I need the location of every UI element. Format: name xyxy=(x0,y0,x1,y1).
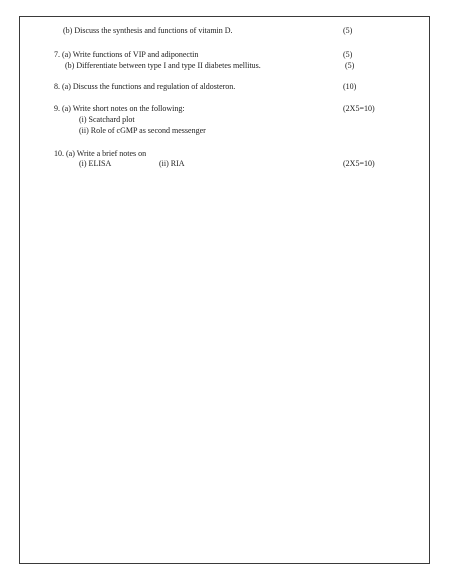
question-10a-marks: (2X5=10) xyxy=(343,159,375,168)
question-6b-text: (b) Discuss the synthesis and functions of vitamin D. xyxy=(63,26,233,35)
question-9-item-1: (i) Scatchard plot xyxy=(79,115,135,124)
question-10a-text: 10. (a) Write a brief notes on xyxy=(54,149,147,158)
question-6b-marks: (5) xyxy=(343,26,353,35)
question-9a-marks: (2X5=10) xyxy=(343,104,375,113)
question-7a-marks: (5) xyxy=(343,50,353,59)
question-8a-marks: (10) xyxy=(343,82,357,91)
question-10-item-1: (i) ELISA xyxy=(79,159,112,168)
question-10-item-2: (ii) RIA xyxy=(159,159,185,168)
question-9a-text: 9. (a) Write short notes on the following: xyxy=(54,104,185,113)
exam-page xyxy=(19,16,430,564)
question-8a-text: 8. (a) Discuss the functions and regulation of aldosteron. xyxy=(54,82,236,91)
question-7a-text: 7. (a) Write functions of VIP and adiponectin xyxy=(54,50,199,59)
question-7b-marks: (5) xyxy=(345,61,355,70)
question-9-item-2: (ii) Role of cGMP as second messenger xyxy=(79,126,206,135)
question-7b-text: (b) Differentiate between type I and type II diabetes mellitus. xyxy=(65,61,261,70)
